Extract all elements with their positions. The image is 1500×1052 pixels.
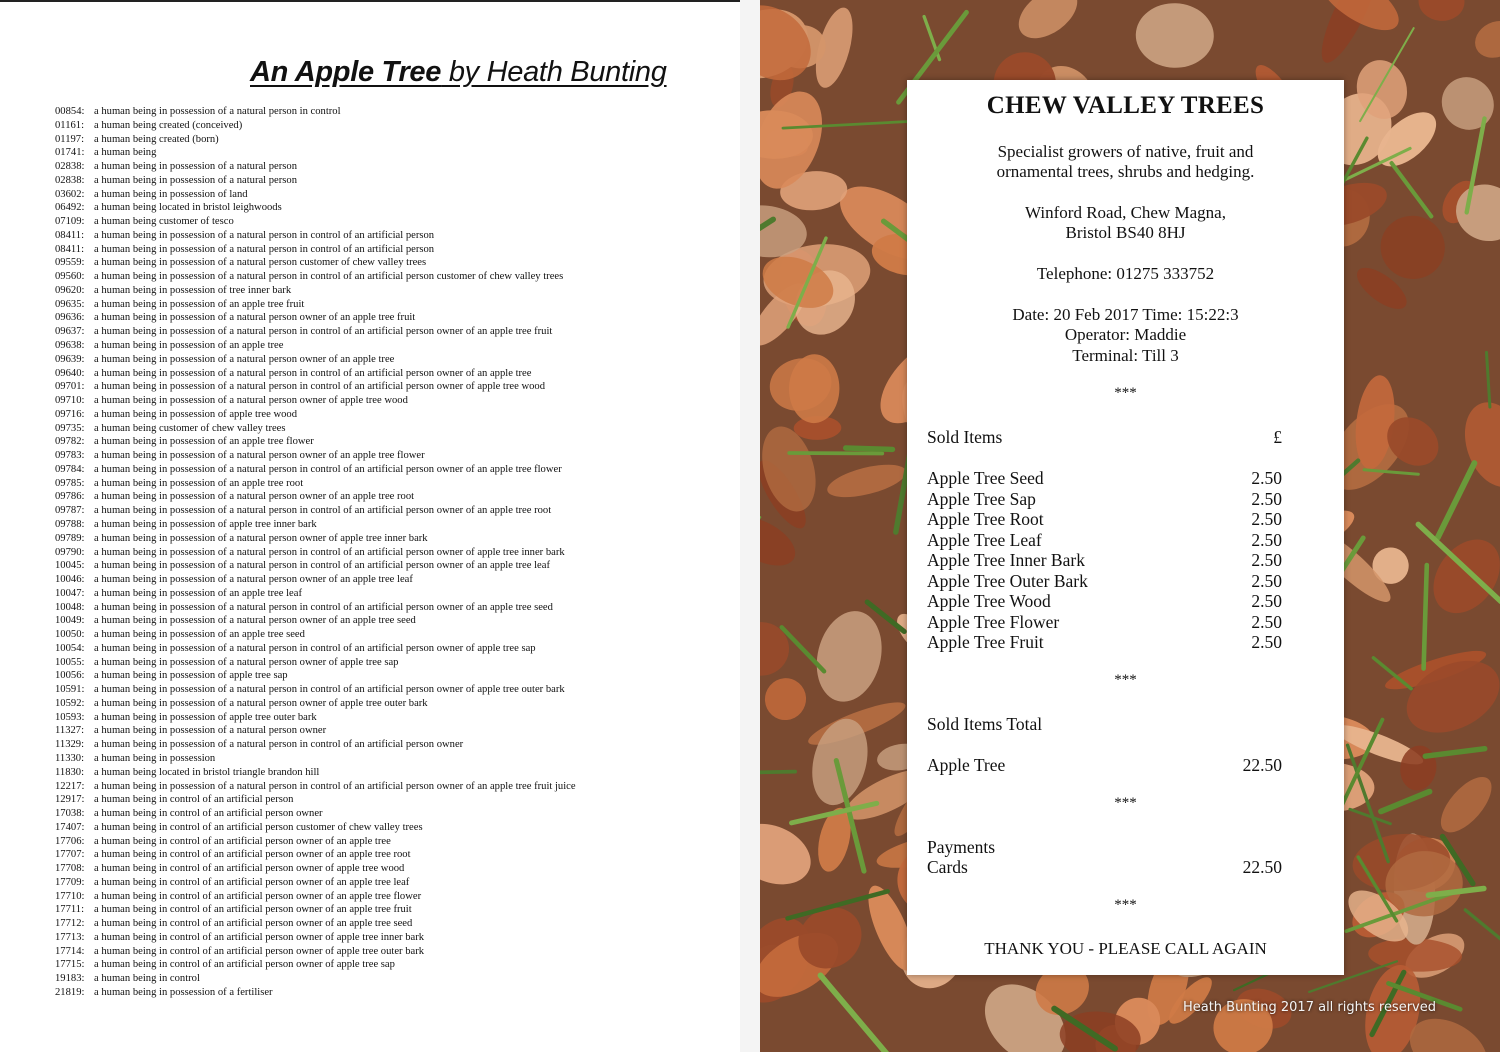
receipt-separator: *** [1114, 795, 1137, 811]
entry-text: a human being in possession of a natural person [94, 174, 298, 186]
entry-text: a human being in possession of a natural person owner of apple tree sap [94, 656, 399, 668]
entry-row [55, 256, 576, 270]
sold-item-name: Apple Tree Flower [927, 611, 1060, 632]
payments-label: Payments [927, 837, 996, 857]
entry-code: 08411: [55, 243, 85, 255]
currency-label: £ [1273, 427, 1282, 447]
entry-text: a human being in possession of an apple tree flower [94, 436, 314, 448]
entry-row [55, 656, 576, 670]
entry-code: 01197: [55, 133, 85, 145]
entry-row [55, 862, 576, 876]
entry-row [55, 311, 576, 325]
entry-code: 17407: [55, 821, 85, 833]
receipt-address-2: Bristol BS40 8HJ [1065, 223, 1186, 242]
entry-text: a human being in possession of a natural person owner [94, 725, 327, 737]
entry-code: 01741: [55, 147, 85, 159]
entry-text: a human being in control [94, 973, 200, 985]
entry-row [55, 435, 576, 449]
entry-code: 09790: [55, 546, 85, 558]
entry-text: a human being in control of an artificial person owner of apple tree sap [94, 959, 395, 971]
entry-text: a human being in possession of apple tree wood [94, 408, 298, 420]
entry-code: 09639: [55, 353, 85, 365]
sold-item-name: Apple Tree Fruit [927, 632, 1044, 652]
entry-row [55, 628, 576, 642]
entry-row [55, 243, 576, 257]
entry-row [55, 642, 576, 656]
entry-code: 11327: [55, 725, 85, 737]
entry-text: a human being in possession of apple tree sap [94, 670, 288, 682]
entry-row [55, 614, 576, 628]
entry-text: a human being in possession of a natural person in control of an artificial person owner of an apple tree seed [94, 601, 553, 613]
receipt-separator: *** [1114, 385, 1137, 401]
entry-code: 19183: [55, 973, 85, 985]
entry-text: a human being in possession of a natural person owner of apple tree inner bark [94, 532, 428, 544]
entry-text: a human being in control of an artificial person owner of apple tree inner bark [94, 931, 425, 943]
page-gutter [740, 0, 760, 1052]
entry-row [55, 174, 576, 188]
entry-text: a human being [94, 147, 157, 159]
entry-row [55, 848, 576, 862]
entry-text: a human being in control of an artificial person owner of apple tree wood [94, 863, 405, 875]
entry-text: a human being in possession of a natural person customer of chew valley trees [94, 257, 427, 269]
entry-code: 10047: [55, 587, 85, 599]
right-page [760, 0, 1500, 1052]
entry-code: 09638: [55, 340, 85, 352]
entry-row [55, 504, 576, 518]
entry-text: a human being in possession of a natural person in control of an artificial person owner of apple tree wood [94, 381, 545, 393]
left-page [0, 0, 740, 1052]
entry-row [55, 890, 576, 904]
entry-row [55, 325, 576, 339]
entry-row [55, 518, 576, 532]
entry-code: 07109: [55, 216, 85, 228]
entry-text: a human being in control of an artificial person owner of an apple tree flower [94, 890, 422, 902]
entry-text: a human being in control of an artificial person owner of an apple tree [94, 835, 391, 847]
entry-code: 09783: [55, 450, 85, 462]
entry-code: 12917: [55, 794, 85, 806]
entry-text: a human being in possession of a natural person owner of an apple tree leaf [94, 574, 413, 586]
entry-code: 09637: [55, 326, 85, 338]
entry-text: a human being in possession of a natural person in control of an artificial person owner of an apple tree fruit juice [94, 780, 576, 792]
entry-row [55, 546, 576, 560]
entry-code: 11830: [55, 766, 85, 778]
entry-row [55, 559, 576, 573]
entry-row [55, 146, 576, 160]
sold-items-label: Sold Items [927, 427, 1003, 447]
entry-text: a human being in possession of an apple tree seed [94, 629, 305, 641]
entry-text: a human being in possession of a natural person in control of an artificial person owner of apple tree inner bark [94, 546, 565, 558]
entry-row [55, 573, 576, 587]
sold-item-name: Apple Tree Root [927, 509, 1044, 529]
page-title [250, 56, 667, 89]
entry-row [55, 587, 576, 601]
receipt-separator: *** [1114, 897, 1137, 913]
entry-code: 10056: [55, 670, 85, 682]
entry-text: a human being in possession of a natural person owner of apple tree outer bark [94, 697, 428, 709]
entry-row [55, 270, 576, 284]
sold-item-name: Apple Tree Outer Bark [927, 570, 1088, 591]
entry-row [55, 119, 576, 133]
entry-row [55, 298, 576, 312]
entry-code: 11329: [55, 739, 85, 751]
entry-row [55, 490, 576, 504]
entry-code: 09701: [55, 381, 85, 393]
receipt-operator: Operator: Maddie [1064, 325, 1187, 344]
entry-row [55, 958, 576, 972]
entry-row [55, 394, 576, 408]
entry-code: 10054: [55, 642, 85, 654]
entry-row [55, 105, 576, 119]
cards-label: Cards [927, 857, 968, 877]
sold-item-price: 2.50 [1251, 611, 1282, 632]
entry-text: a human being in control of an artificial person owner of an apple tree fruit [94, 904, 412, 916]
entry-row [55, 408, 576, 422]
sold-item-price: 2.50 [1251, 570, 1282, 591]
entry-code: 00854: [55, 106, 85, 117]
entry-code: 17714: [55, 945, 85, 957]
entry-code: 17715: [55, 959, 85, 971]
entry-text: a human being in possession of tree inner bark [94, 284, 292, 296]
entry-code: 09782: [55, 436, 85, 448]
entry-code: 12217: [55, 780, 85, 792]
entry-row [55, 683, 576, 697]
entry-code: 10050: [55, 629, 85, 641]
entry-row [55, 477, 576, 491]
entry-row [55, 160, 576, 174]
entry-row [55, 752, 576, 766]
entry-text: a human being in possession of an apple tree [94, 340, 284, 352]
entry-row [55, 367, 576, 381]
entry-text: a human being in possession of apple tree outer bark [94, 711, 317, 723]
entry-code: 09559: [55, 257, 85, 269]
entry-row [55, 353, 576, 367]
sold-item-price: 2.50 [1251, 529, 1282, 550]
entry-code: 09710: [55, 395, 85, 407]
entry-code: 17707: [55, 849, 85, 861]
entry-code: 17706: [55, 835, 85, 847]
entry-text: a human being customer of chew valley trees [94, 422, 286, 434]
entry-row [55, 793, 576, 807]
total-item-name: Apple Tree [927, 755, 1006, 775]
entry-row [55, 821, 576, 835]
entry-row [55, 229, 576, 243]
entry-text: a human being in possession of a natural person owner of an apple tree [94, 353, 395, 365]
entry-row [55, 449, 576, 463]
entry-row [55, 380, 576, 394]
entry-code: 09620: [55, 284, 85, 296]
entry-text: a human being in possession of a natural person in control of an artificial person [94, 243, 435, 255]
entry-code: 09784: [55, 463, 85, 475]
entry-text: a human being created (born) [94, 133, 219, 145]
entry-row [55, 133, 576, 147]
entry-row [55, 669, 576, 683]
entry-code: 09735: [55, 422, 85, 434]
entry-row [55, 917, 576, 931]
entry-text: a human being in possession of a natural person owner of an apple tree flower [94, 450, 425, 462]
entry-row [55, 201, 576, 215]
entry-row [55, 215, 576, 229]
entry-text: a human being in control of an artificial person customer of chew valley trees [94, 821, 423, 833]
copyright-credit: Heath Bunting 2017 all rights reserved [1182, 1000, 1436, 1015]
entry-code: 09789: [55, 532, 85, 544]
receipt-tagline-1: Specialist growers of native, fruit and [997, 142, 1254, 161]
entry-text: a human being in possession of a natural person owner of an apple tree fruit [94, 312, 416, 324]
entry-text: a human being in possession of a natural person owner of apple tree wood [94, 395, 408, 407]
entry-row [55, 422, 576, 436]
entry-code: 10591: [55, 684, 85, 696]
sold-item-price: 2.50 [1251, 468, 1282, 488]
entry-text: a human being in possession [94, 752, 216, 764]
receipt-separator: *** [1114, 672, 1137, 688]
entry-text: a human being in control of an artificial person owner of an apple tree seed [94, 918, 413, 930]
entry-row [55, 903, 576, 917]
entry-text: a human being created (conceived) [94, 119, 243, 131]
entry-text: a human being in possession of an apple tree leaf [94, 587, 302, 599]
sold-item-price: 2.50 [1251, 550, 1282, 570]
entry-code: 17709: [55, 876, 85, 888]
entry-code: 06492: [55, 202, 85, 214]
title-bold: An Apple Tree [250, 56, 442, 88]
entry-code: 17708: [55, 863, 85, 875]
receipt-thanks: THANK YOU - PLEASE CALL AGAIN [984, 939, 1267, 958]
entry-row [55, 463, 576, 477]
entry-text: a human being in possession of a natural person [94, 161, 298, 173]
cards-value: 22.50 [1242, 857, 1282, 877]
entry-row [55, 724, 576, 738]
sold-item-name: Apple Tree Wood [927, 591, 1051, 611]
entry-code: 02838: [55, 174, 85, 186]
entry-row [55, 339, 576, 353]
entry-text: a human being in possession of land [94, 188, 248, 200]
entry-code: 17712: [55, 918, 85, 930]
entry-text: a human being in possession of a natural person in control of an artificial person owner of an apple tree root [94, 505, 552, 517]
entry-code: 08411: [55, 229, 85, 241]
entry-text: a human being in possession of a natural person in control [94, 106, 341, 117]
entry-code: 17711: [55, 904, 85, 916]
entry-code: 01161: [55, 119, 85, 131]
title-byline: by Heath Bunting [441, 56, 667, 88]
entry-text: a human being in possession of a natural person in control of an artificial person owner of an apple tree flower [94, 463, 562, 475]
entry-text: a human being in possession of an apple tree root [94, 477, 304, 489]
entry-code: 10046: [55, 574, 85, 586]
entry-code: 11330: [55, 752, 85, 764]
entry-code: 09636: [55, 312, 85, 324]
entry-row [55, 931, 576, 945]
entry-text: a human being in control of an artificial person owner of an apple tree root [94, 849, 411, 861]
sold-item-name: Apple Tree Leaf [927, 529, 1042, 550]
entry-text: a human being in control of an artificial person owner [94, 808, 323, 820]
entry-code: 09560: [55, 271, 85, 283]
entry-text: a human being in possession of apple tree inner bark [94, 518, 317, 530]
entry-code: 09635: [55, 298, 85, 310]
total-item-value: 22.50 [1242, 755, 1282, 775]
entry-text: a human being in possession of a natural person in control of an artificial person owner of apple tree outer bark [94, 684, 565, 696]
entry-text: a human being in control of an artificial person owner of apple tree outer bark [94, 945, 425, 957]
entry-code: 10593: [55, 711, 85, 723]
entry-row [55, 780, 576, 794]
sold-item-name: Apple Tree Inner Bark [927, 550, 1085, 570]
entry-row [55, 697, 576, 711]
entry-text: a human being in control of an artificial person owner of an apple tree leaf [94, 876, 410, 888]
entry-code: 10592: [55, 697, 85, 709]
entry-code: 10049: [55, 615, 85, 627]
entry-code: 10048: [55, 601, 85, 613]
entry-text: a human being in possession of a natural person in control of an artificial person owner of an apple tree fruit [94, 326, 553, 338]
receipt-title: CHEW VALLEY TREES [986, 92, 1265, 119]
entry-text: a human being located in bristol triangle brandon hill [94, 766, 320, 778]
entry-row [55, 972, 576, 986]
entry-code: 10055: [55, 656, 85, 668]
receipt-telephone: Telephone: 01275 333752 [1036, 264, 1215, 283]
entry-row [55, 284, 576, 298]
receipt-address-1: Winford Road, Chew Magna, [1025, 203, 1226, 222]
receipt-tagline-2: ornamental trees, shrubs and hedging. [996, 162, 1255, 181]
sold-item-name: Apple Tree Sap [927, 488, 1036, 509]
sold-items-total-label: Sold Items Total [927, 714, 1043, 734]
entry-text: a human being in possession of a natural person in control of an artificial person owner [94, 739, 464, 751]
entry-row [55, 766, 576, 780]
entry-row [55, 807, 576, 821]
entry-row [55, 188, 576, 202]
entry-code: 09716: [55, 408, 85, 420]
entry-code: 17038: [55, 808, 85, 820]
entry-code: 09787: [55, 505, 85, 517]
entry-text: a human being in possession of a fertiliser [94, 987, 273, 998]
receipt-terminal: Terminal: Till 3 [1072, 346, 1179, 365]
receipt-datetime: Date: 20 Feb 2017 Time: 15:22:3 [1012, 305, 1239, 324]
sold-item-price: 2.50 [1251, 488, 1282, 509]
entry-list [55, 105, 576, 1000]
entry-row [55, 986, 576, 1000]
entry-code: 09785: [55, 477, 85, 489]
entry-code: 03602: [55, 188, 85, 200]
entry-row [55, 711, 576, 725]
entry-text: a human being in possession of a natural person in control of an artificial person owner of apple tree sap [94, 642, 536, 654]
entry-text: a human being in possession of a natural person in control of an artificial person owner of an apple tree [94, 367, 532, 379]
entry-code: 17713: [55, 931, 85, 943]
entry-code: 10045: [55, 560, 85, 572]
entry-code: 09786: [55, 491, 85, 503]
entry-text: a human being in possession of a natural person owner of an apple tree seed [94, 615, 416, 627]
entry-code: 09640: [55, 367, 85, 379]
entry-row [55, 876, 576, 890]
entry-text: a human being in possession of an apple tree fruit [94, 298, 305, 310]
entry-code: 02838: [55, 161, 85, 173]
sold-item-price: 2.50 [1251, 509, 1282, 529]
entry-row [55, 835, 576, 849]
sold-item-name: Apple Tree Seed [927, 468, 1044, 488]
entry-text: a human being in possession of a natural person in control of an artificial person customer of chew valley trees [94, 271, 564, 283]
entry-text: a human being in possession of a natural person owner of an apple tree root [94, 491, 415, 503]
sold-item-price: 2.50 [1251, 632, 1282, 652]
entry-row [55, 738, 576, 752]
entry-text: a human being in possession of a natural person in control of an artificial person [94, 229, 435, 241]
entry-text: a human being customer of tesco [94, 216, 234, 228]
entry-row [55, 601, 576, 615]
entry-text: a human being located in bristol leighwoods [94, 202, 282, 214]
entry-text: a human being in possession of a natural person in control of an artificial person owner of an apple tree leaf [94, 560, 550, 572]
receipt [907, 80, 1344, 975]
entry-row [55, 945, 576, 959]
sold-item-price: 2.50 [1251, 591, 1282, 611]
entry-code: 09788: [55, 518, 85, 530]
entry-text: a human being in control of an artificial person [94, 794, 294, 806]
entry-row [55, 532, 576, 546]
entry-code: 21819: [55, 987, 85, 998]
entry-code: 17710: [55, 890, 85, 902]
